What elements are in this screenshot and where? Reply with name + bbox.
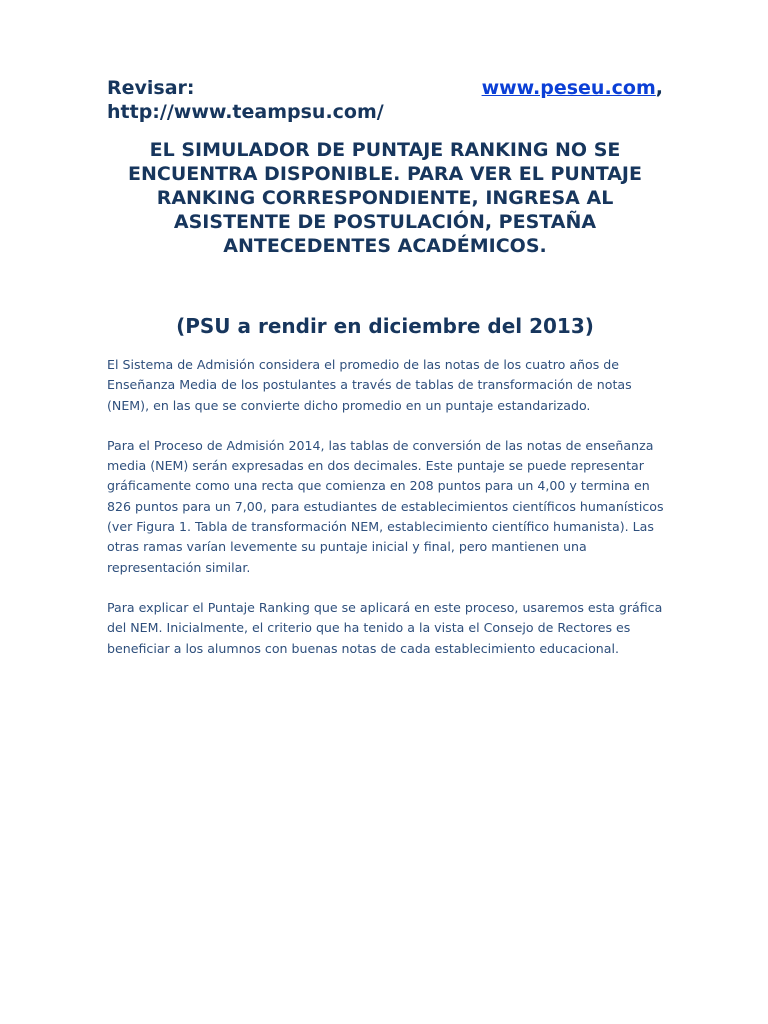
revisar-link-group [482, 76, 663, 100]
peseu-link[interactable]: www.peseu.com [481, 77, 656, 99]
paragraph-3: Para explicar el Puntaje Ranking que se aplicará en este proceso, usaremos esta gráfica del NEM. Inicialmente, el criterio que ha tenido a la vista el Consejo de Rectores es beneficiar a los alumnos con buenas notas de cada establecimiento educacional. [107, 599, 663, 656]
paragraph-1: El Sistema de Admisión considera el promedio de las notas de los cuatro años de Enseñanza Media de los postulantes a través de tablas de transformación de notas (NEM), en las que se convierte dicho promedio en un puntaje estandarizado. [107, 357, 632, 413]
revisar-label: Revisar: [107, 77, 195, 99]
teampsu-link[interactable]: http://www.teampsu.com/ [107, 101, 384, 123]
paragraph-2: Para el Proceso de Admisión 2014, las tablas de conversión de las notas de enseñanza media (NEM) serán expresadas en dos decimales. Este puntaje se puede representar gráficamente como una recta que comienza en 208 puntos para un 4,00 y termina en 826 puntos para un 7,00, para estudiantes de establecimientos científicos humanísticos (ver Figura 1. Tabla de transformación NEM, establecimiento científico humanista). Las otras ramas varían levemente su puntaje inicial y final, pero mantienen una representación similar. [107, 437, 664, 575]
revisar-line [107, 76, 663, 100]
headline-notice: EL SIMULADOR DE PUNTAJE RANKING NO SE ENCUENTRA DISPONIBLE. PARA VER EL PUNTAJE RANKING CORRESPONDIENTE, INGRESA AL ASISTENTE DE POSTULACIÓN, PESTAÑA ANTECEDENTES ACADÉMICOS. [128, 139, 642, 257]
revisar-block [107, 76, 663, 124]
section-subtitle: (PSU a rendir en diciembre del 2013) [176, 314, 594, 338]
revisar-comma: , [655, 77, 663, 99]
